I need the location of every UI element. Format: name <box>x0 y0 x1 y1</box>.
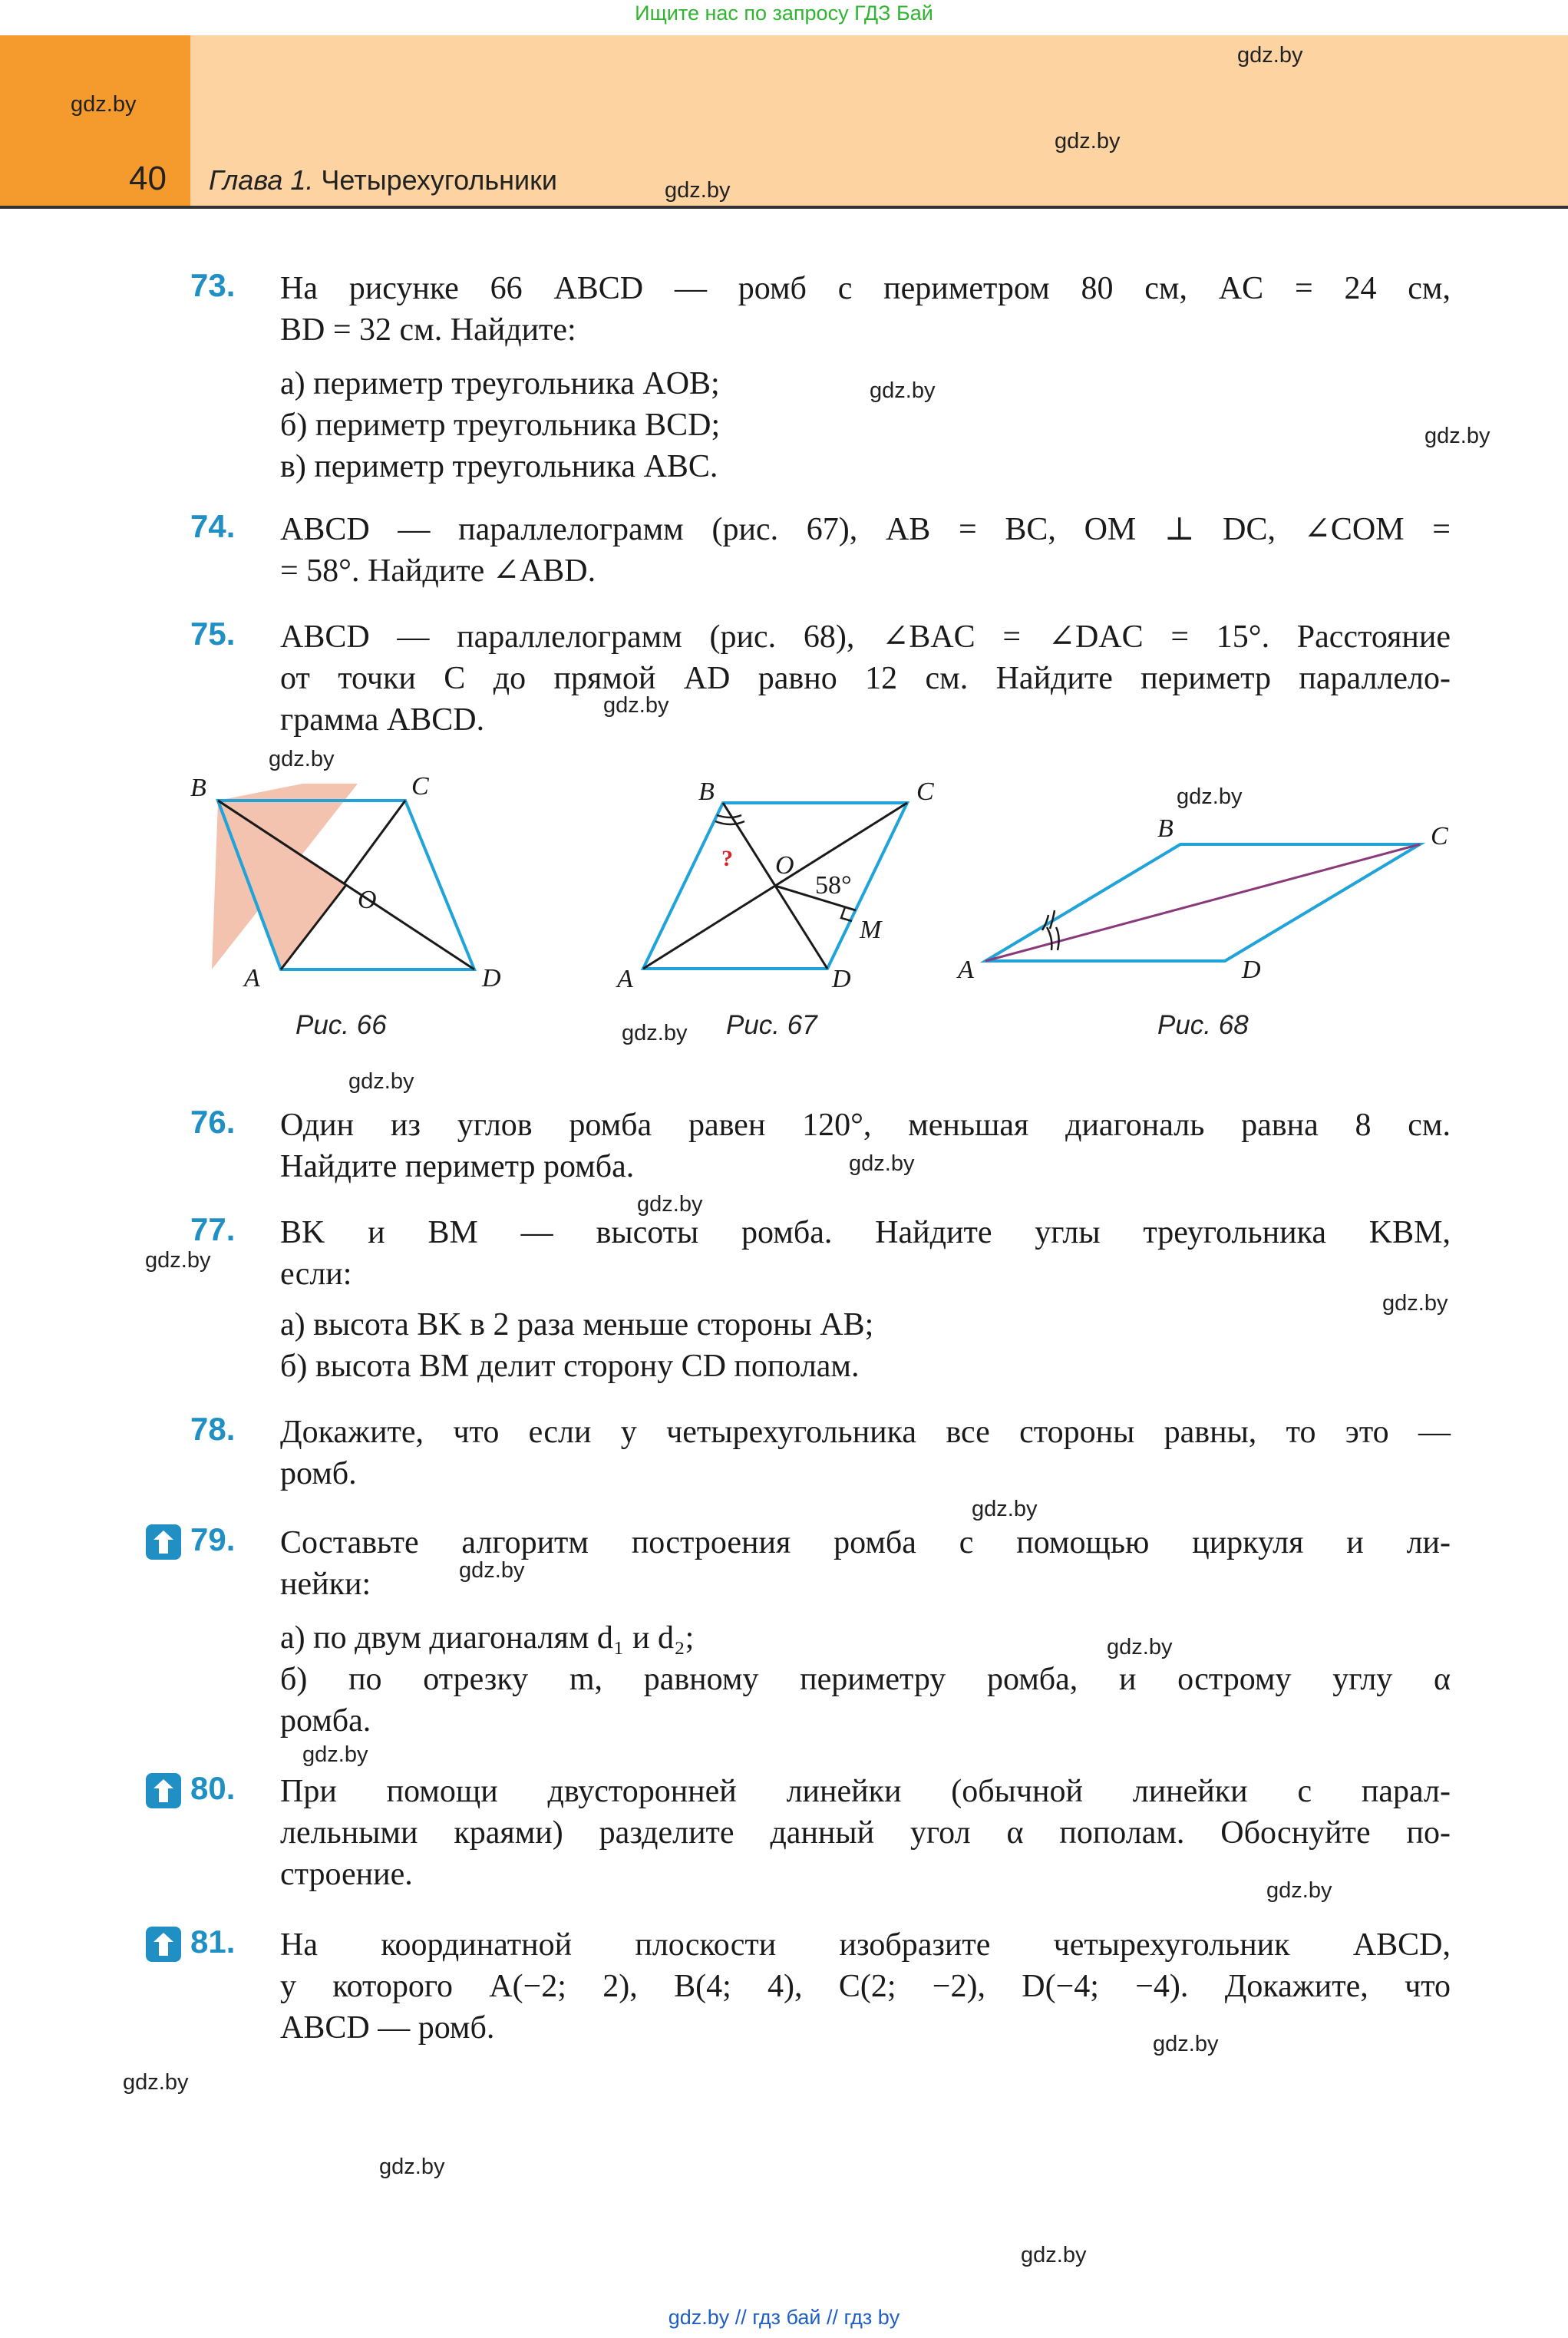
chapter-name: Четырехугольники <box>321 164 558 196</box>
watermark: gdz.by <box>1177 784 1243 809</box>
label-a: A <box>958 956 974 984</box>
problem-number: 77. <box>190 1211 236 1247</box>
construction-icon <box>146 1773 181 1808</box>
top-banner[interactable]: Ищите нас по запросу ГДЗ Бай <box>635 2 933 25</box>
problem-item: б) высота BM делит сторону CD пополам. <box>280 1349 860 1384</box>
problem-text-line: BK и BM — высоты ромба. Найдите углы треугольника KBM, <box>280 1215 1451 1250</box>
problem-text-line: ABCD — ромб. <box>280 2010 495 2046</box>
problem-text-line: у которого A(−2; 2), B(4; 4), C(2; −2), D(−4; −4). Докажите, что <box>280 1969 1451 2004</box>
watermark: gdz.by <box>637 1192 703 1217</box>
label-o: O <box>775 851 794 880</box>
problem-item: б) периметр треугольника BCD; <box>280 408 721 443</box>
watermark: gdz.by <box>269 747 335 771</box>
page-number: 40 <box>129 160 167 197</box>
problem-text-line: если: <box>280 1257 352 1292</box>
problem-item: б) по отрезку m, равному периметру ромба, и острому углу α <box>280 1662 1451 1697</box>
problem-text-line: нейки: <box>280 1567 371 1602</box>
problem-81 <box>280 1924 1451 2049</box>
watermark: gdz.by <box>622 1021 688 1045</box>
problem-number: 79. <box>190 1521 236 1557</box>
angle-arc <box>715 821 744 824</box>
problem-text-line: = 58°. Найдите ∠ABD. <box>280 553 596 589</box>
problem-79 <box>280 1522 1451 1742</box>
figure-66 <box>177 764 530 1017</box>
footer-links[interactable]: gdz.by // гдз бай // гдз by <box>668 2306 900 2329</box>
problem-number: 81. <box>190 1924 236 1960</box>
label-a: A <box>617 965 633 993</box>
label-angle: 58° <box>815 871 852 900</box>
chapter-title <box>209 164 557 196</box>
problem-76 <box>280 1105 1451 1187</box>
angle-arc <box>717 815 741 817</box>
figure-66-caption: Рис. 66 <box>295 1010 387 1040</box>
label-d: D <box>482 964 501 992</box>
problem-item: а) по двум диагоналям d₁ и d₂; <box>280 1620 695 1656</box>
problem-text-line: ABCD — параллелограмм (рис. 67), AB = BC, OM ⊥ DC, ∠COM = <box>280 512 1451 547</box>
label-b: B <box>1157 814 1174 843</box>
problem-item: а) периметр треугольника AOB; <box>280 366 720 401</box>
problem-text-line: грамма ABCD. <box>280 702 485 738</box>
problem-text-line: лельными краями) разделите данный угол α пополам. Обоснуйте по- <box>280 1815 1451 1851</box>
problem-text-line: от точки C до прямой AD равно 12 см. Найдите периметр параллело- <box>280 661 1451 696</box>
watermark: gdz.by <box>459 1558 525 1583</box>
problem-number: 73. <box>190 267 236 303</box>
problem-item: а) высота BK в 2 раза меньше стороны AB; <box>280 1307 874 1342</box>
watermark: gdz.by <box>870 378 936 403</box>
watermark: gdz.by <box>1237 43 1303 68</box>
problem-item: в) периметр треугольника ABC. <box>280 449 718 484</box>
watermark: gdz.by <box>603 693 669 718</box>
chapter-prefix: Глава 1. <box>209 164 314 196</box>
watermark: gdz.by <box>665 178 731 203</box>
label-m: M <box>860 916 882 944</box>
problem-text-line: На координатной плоскости изобразите четырехугольник ABCD, <box>280 1927 1451 1963</box>
construction-icon <box>146 1524 181 1560</box>
watermark: gdz.by <box>1153 2032 1219 2056</box>
label-d: D <box>832 965 851 993</box>
problem-text-line: При помощи двусторонней линейки (обычной линейки с парал- <box>280 1774 1451 1809</box>
watermark: gdz.by <box>972 1497 1038 1521</box>
problem-80 <box>280 1771 1451 1895</box>
problem-75 <box>280 616 1451 741</box>
watermark: gdz.by <box>1021 2243 1087 2267</box>
problem-text-line: строение. <box>280 1857 413 1892</box>
label-c: C <box>1431 822 1448 850</box>
diagonal-ac <box>985 844 1420 961</box>
watermark: gdz.by <box>348 1069 414 1094</box>
problem-number: 75. <box>190 616 236 652</box>
problem-73 <box>280 268 1451 487</box>
watermark: gdz.by <box>849 1151 915 1176</box>
construction-icon <box>146 1927 181 1962</box>
problem-item: ромба. <box>280 1703 371 1739</box>
watermark: gdz.by <box>71 92 137 117</box>
problem-text-line: Докажите, что если у четырехугольника все стороны равны, то это — <box>280 1415 1451 1450</box>
problem-77 <box>280 1212 1451 1387</box>
watermark: gdz.by <box>1424 424 1490 448</box>
angle-arc <box>1047 927 1051 950</box>
problem-text-line: BD = 32 см. Найдите: <box>280 312 576 348</box>
label-b: B <box>698 778 715 806</box>
label-b: B <box>190 774 206 802</box>
label-d: D <box>1242 956 1261 984</box>
problem-text-line: ромб. <box>280 1456 357 1491</box>
problem-text-line: Составьте алгоритм построения ромба с помощью циркуля и ли- <box>280 1525 1451 1560</box>
watermark: gdz.by <box>1055 129 1121 154</box>
watermark: gdz.by <box>379 2155 445 2179</box>
watermark: gdz.by <box>145 1248 211 1273</box>
label-c: C <box>916 778 934 806</box>
watermark: gdz.by <box>1107 1635 1173 1659</box>
figure-68-caption: Рис. 68 <box>1157 1010 1249 1040</box>
watermark: gdz.by <box>1382 1291 1448 1316</box>
figure-67 <box>606 768 959 1006</box>
watermark: gdz.by <box>123 2070 189 2095</box>
problem-text-line: На рисунке 66 ABCD — ромб с периметром 80 см, AC = 24 см, <box>280 271 1451 306</box>
problem-number: 78. <box>190 1411 236 1447</box>
problem-74 <box>280 509 1451 592</box>
problem-text-line: ABCD — параллелограмм (рис. 68), ∠BAC = ∠DAC = 15°. Расстояние <box>280 619 1451 655</box>
figure-68 <box>949 814 1486 1006</box>
figure-67-caption: Рис. 67 <box>726 1010 817 1040</box>
header-rule <box>0 206 1568 209</box>
problem-text-line: Найдите периметр ромба. <box>280 1149 635 1184</box>
problem-text-line: Один из углов ромба равен 120°, меньшая диагональ равна 8 см. <box>280 1108 1451 1143</box>
problem-number: 74. <box>190 508 236 544</box>
label-a: A <box>244 964 260 992</box>
unknown-angle-mark: ? <box>721 846 733 871</box>
watermark: gdz.by <box>302 1742 368 1767</box>
problem-78 <box>280 1412 1451 1494</box>
label-c: C <box>411 772 429 801</box>
problem-number: 80. <box>190 1770 236 1806</box>
angle-arc <box>1056 927 1059 950</box>
label-o: O <box>358 886 377 914</box>
problem-number: 76. <box>190 1104 236 1140</box>
watermark: gdz.by <box>1266 1878 1332 1903</box>
